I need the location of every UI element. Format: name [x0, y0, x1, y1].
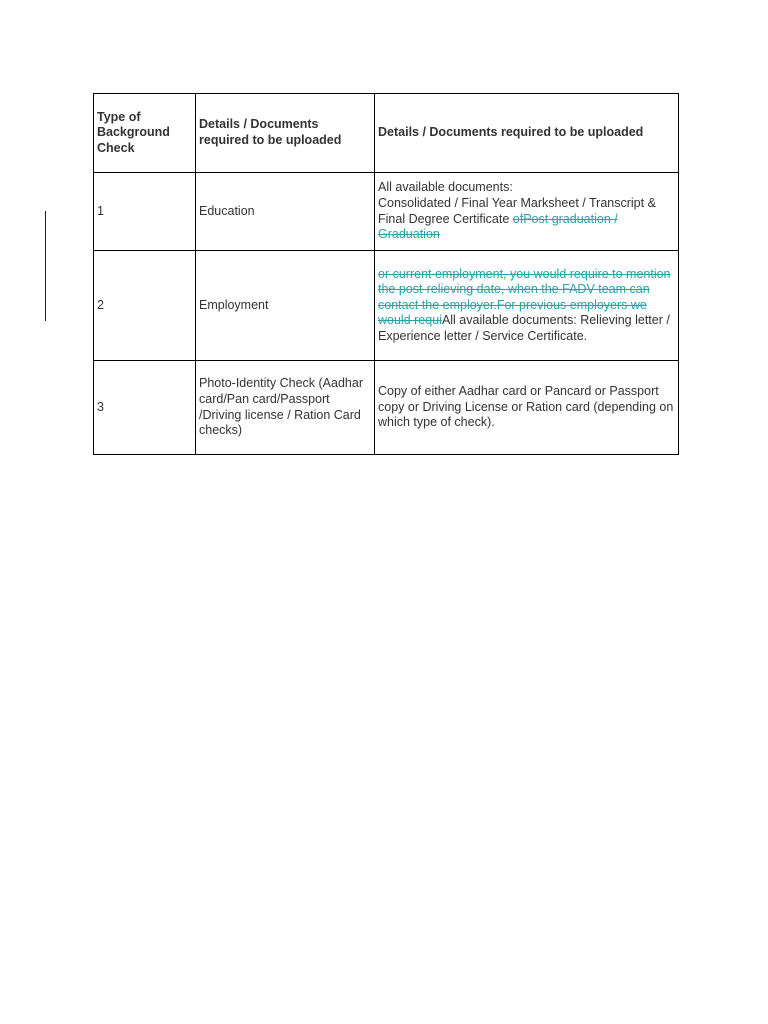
margin-change-bar — [45, 211, 46, 321]
documents-cell — [375, 173, 679, 251]
table-row — [94, 361, 679, 455]
header-details-1: Details / Documents required to be uploaded — [196, 94, 375, 173]
documents-intro: All available documents: — [378, 180, 513, 195]
check-type: Employment — [196, 251, 375, 361]
header-details-2: Details / Documents required to be uploaded — [375, 94, 679, 173]
documents-text: All available documents: Relieving letter / Experience letter / Service Certificate. — [378, 313, 670, 343]
table-row — [94, 251, 679, 361]
table-row — [94, 173, 679, 251]
row-number: 3 — [94, 361, 196, 455]
deleted-text: or current employment, you would require to mention the post-relieving date, when the FADV team can contact the employer.For previous employers we would requi — [378, 266, 671, 328]
table-header-row — [94, 94, 679, 173]
row-number: 2 — [94, 251, 196, 361]
documents-cell — [375, 251, 679, 361]
deleted-text: ofPost graduation / Graduation — [378, 211, 618, 242]
check-type: Education — [196, 173, 375, 251]
row-number: 1 — [94, 173, 196, 251]
check-type: Photo-Identity Check (Aadhar card/Pan card/Passport /Driving license / Ration Card checks) — [196, 361, 375, 455]
header-type-of-check: Type of Background Check — [94, 94, 196, 173]
documents-text: Consolidated / Final Year Marksheet / Transcript & Final Degree Certificate — [378, 195, 656, 226]
documents-text: Copy of either Aadhar card or Pancard or Passport copy or Driving License or Ration card (depending on which type of check). — [375, 361, 679, 455]
background-check-table — [93, 93, 679, 455]
